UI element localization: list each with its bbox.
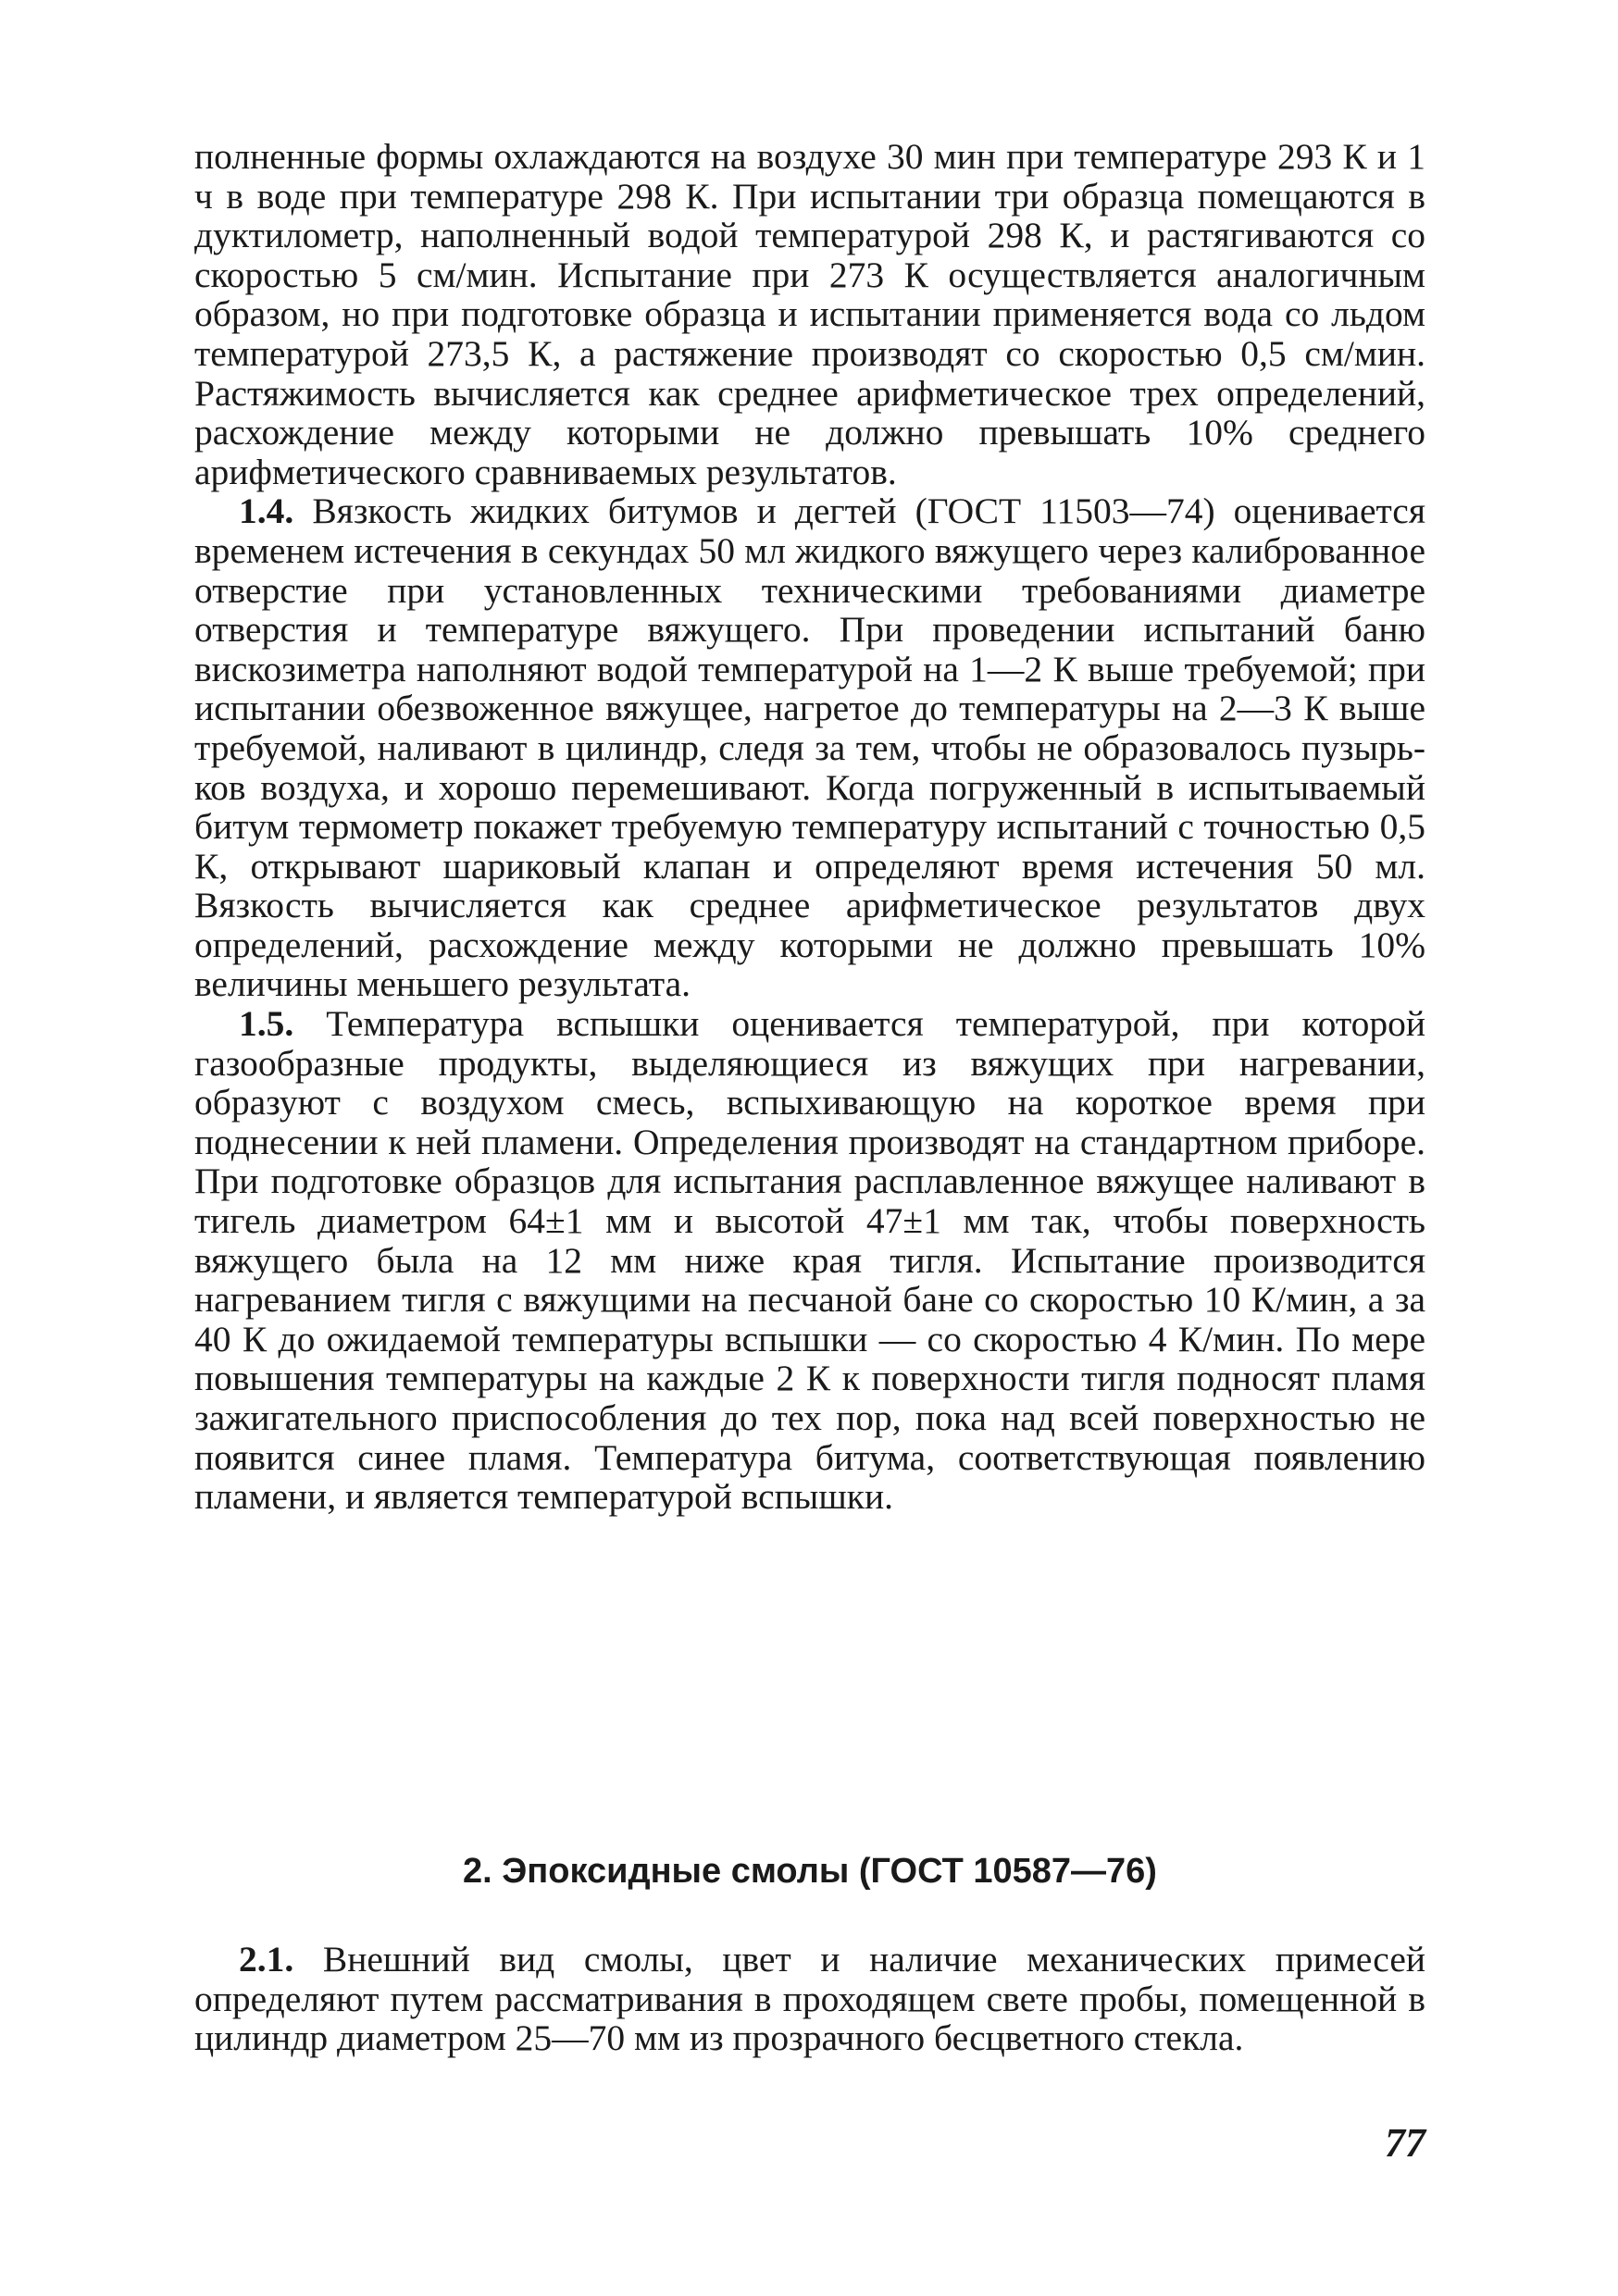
clause-text: Температура вспышки оценивается температурой, при которой газообразные продукты, выделяющиеся из вяжущих при нагревании, образуют с воздухом смесь, вспыхивающую на короткое время при поднесении к ней пламени. Определения производят на стандартном приборе. При подготовке образцов для испытания расплавленное вяжущее наливают в тигель диаметром 64±1 мм и высотой 47±1 мм так, чтобы поверхность вяжущего была на 12 мм ниже края тигля. Испытание производится нагреванием тигля с вяжущими на песчаной бане со скоростью 10 К/мин, а за 40 К до ожидаемой температуры вспышки — со скоростью 4 К/мин. По мере повышения температуры на каждые 2 К к поверхности тигля подносят пламя зажигательного приспособления до тех пор, пока над всей поверхностью не появится синее пламя. Температура битума, соответствующая появлению пламени, и является температурой вспышки. <box>194 1003 1425 1518</box>
section-heading: 2. Эпоксидные смолы (ГОСТ 10587—76) <box>463 1852 1157 1891</box>
paragraph-1-4 <box>194 491 1425 1004</box>
clause-text: Внешний вид смолы, цвет и наличие механических примесей определяют путем рассматривания в проходящем свете пробы, помещенной в цилиндр диаметром 25—70 мм из прозрачного бесцветного стекла. <box>194 1939 1425 2059</box>
paragraph-intro: полненные формы охлаждаются на воздухе 30 мин при температуре 293 К и 1 ч в воде при температуре 298 К. При испытании три образца помещаются в дуктилометр, наполненный водой температурой 298 К, и растягиваются со скоростью 5 см/мин. Испытание при 273 К осуществляется аналогичным образом, но при подготовке образца и испытании применяется вода со льдом температурой 273,5 К, а растяжение производят со скоростью 0,5 см/мин. Растяжимость вычисляется как среднее арифметическое трех определений, расхождение между которыми не должно превышать 10% среднего арифметического сравниваемых результатов. <box>194 136 1425 492</box>
section-2-text <box>194 1940 1425 2058</box>
clause-number: 1.4. <box>239 490 294 532</box>
clause-text: Вязкость жидких битумов и дегтей (ГОСТ 11503—74) оценивается временем истечения в секундах 50 мл жидкого вяжущего через калиброванное отверстие при установленных техническими требованиями диаметре отверстия и температуре вяжущего. При проведении испытаний баню вискозиметра наполняют водой температурой на 1—2 К выше требуемой; при испытании обезвоженное вяжущее, нагретое до температуры на 2—3 К выше требуемой, наливают в цилиндр, следя за тем, чтобы не образовалось пузырьков воздуха, и хорошо перемешивают. Когда погруженный в испытываемый битум термометр покажет требуемую температуру испытаний с точностью 0,5 К, открывают шариковый клапан и определяют время истечения 50 мл. Вязкость вычисляется как среднее арифметическое результатов двух определений, расхождение между которыми не должно превышать 10% величины меньшего результата. <box>194 490 1425 1005</box>
clause-number: 2.1. <box>239 1939 294 1980</box>
page-number: 77 <box>1385 2120 1425 2166</box>
paragraph-2-1 <box>194 1940 1425 2058</box>
paragraph-1-5 <box>194 1004 1425 1517</box>
clause-number: 1.5. <box>239 1003 294 1045</box>
main-text <box>194 137 1425 1517</box>
